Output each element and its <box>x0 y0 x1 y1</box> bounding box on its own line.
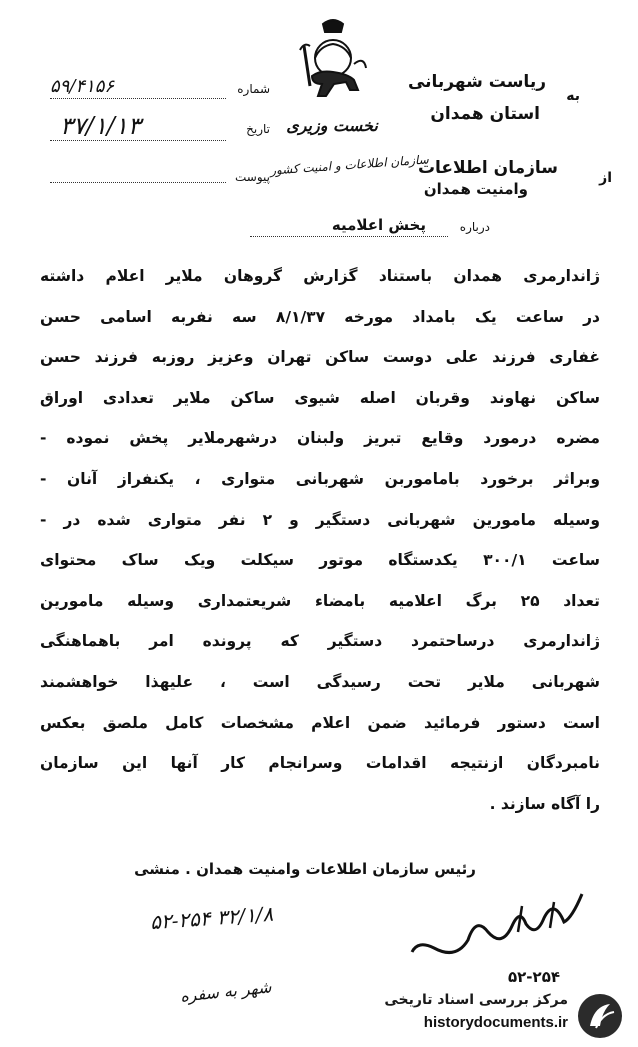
subject-row <box>250 216 490 240</box>
handwritten-note-2: شهر به سفره <box>179 977 273 1006</box>
body-line: در ساعت یک بامداد مورخه ۸/۱/۳۷ سه نفربه اسامی حسن <box>40 307 600 326</box>
body-line: غفاری فرزند علی دوست ساکن تهران وعزیز روزبه فرزند حسن <box>40 348 600 367</box>
body-line: ژاندارمری همدان باستناد گزارش گروهان ملایر اعلام داشته <box>40 267 600 285</box>
body-line: ساکن نهاوند وقربان اصله شیوی ساکن ملایر تعدادی اوراق <box>40 388 600 407</box>
subject-label: درباره <box>459 220 490 234</box>
attachment-dotline <box>50 182 226 183</box>
letter-date-row <box>50 112 270 148</box>
body-line: وبراثر برخورد باماموربن شهربانی متواری ، یکنفراز آنان - <box>40 469 600 488</box>
attachment-label: پیوست <box>235 170 270 184</box>
body-line: شهربانی ملایر تحت رسیدگی است ، علیهذا خواهشمند <box>40 672 600 691</box>
number-label: شماره <box>237 82 270 96</box>
handwritten-signature <box>404 888 594 968</box>
body-line: تعداد ۲۵ برگ اعلامیه بامضاء شریعتمداری وسیله مامورین <box>40 591 600 610</box>
body-line: مضره درمورد وقایع تبریز ولبنان درشهرملایر پخش نموده - <box>40 429 600 448</box>
body-line: است دستور فرمائید ضمن اعلام مشخصات کامل ملصق بعکس <box>40 713 600 732</box>
number-dotline <box>50 98 226 99</box>
subject-value: پخش اعلامیه <box>331 216 426 234</box>
recipient-line-1: ریاست شهربانی <box>407 72 546 92</box>
body-line: ساعت ۳۰۰/۱ یکدستگاه موتور سیکلت ویک ساک محتوای <box>40 551 600 570</box>
lion-and-sun-emblem <box>290 16 376 122</box>
number-value: ۵۹/۴۱۵۶ <box>50 76 115 97</box>
letter-number-row <box>50 76 270 104</box>
recipient-line-2: استان همدان <box>430 104 540 124</box>
to-prefix: به <box>566 88 580 104</box>
body-line: نامبردگان ازنتیجه اقدامات وسرانجام کار آنها این سازمان <box>40 754 600 773</box>
body-line: ژاندارمری درساحتمرد دستگیر که پرونده امر باهماهنگی <box>40 632 600 651</box>
watermark-url: historydocuments.ir <box>423 1014 568 1031</box>
date-value: ۳۷/۱/۱۳ <box>60 112 141 140</box>
date-label: تاریخ <box>246 122 270 136</box>
body-line: را آگاه سازند . <box>489 794 600 813</box>
sender-line-2: وامنیت همدان <box>423 180 528 198</box>
body-line: وسیله مامورین شهربانی دستگیر و ۲ نفر متواری شده در - <box>40 510 600 529</box>
header-handwriting: سازمان اطلاعات و امنیت کشور <box>269 152 430 178</box>
watermark-title: مرکز بررسی اسناد تاریخی <box>384 992 568 1008</box>
emblem-caption: نخست وزیری <box>286 116 378 135</box>
signature-title: رئیس سازمان اطلاعات وامنیت همدان . منشی <box>134 860 476 878</box>
letter-body <box>40 256 600 824</box>
handwritten-note-1: ۳۲/۱/۸ ۵۲-۲۵۴ <box>149 901 274 935</box>
watermark <box>350 988 630 1044</box>
sender-line-1: سازمان اطلاعات <box>417 158 558 178</box>
reference-number: ۵۲-۲۵۴ <box>508 968 561 986</box>
subject-dotline <box>250 236 448 237</box>
from-prefix: از <box>599 170 612 186</box>
date-dotline <box>50 140 226 141</box>
archive-logo-icon <box>576 992 624 1040</box>
attachment-row <box>50 170 270 192</box>
